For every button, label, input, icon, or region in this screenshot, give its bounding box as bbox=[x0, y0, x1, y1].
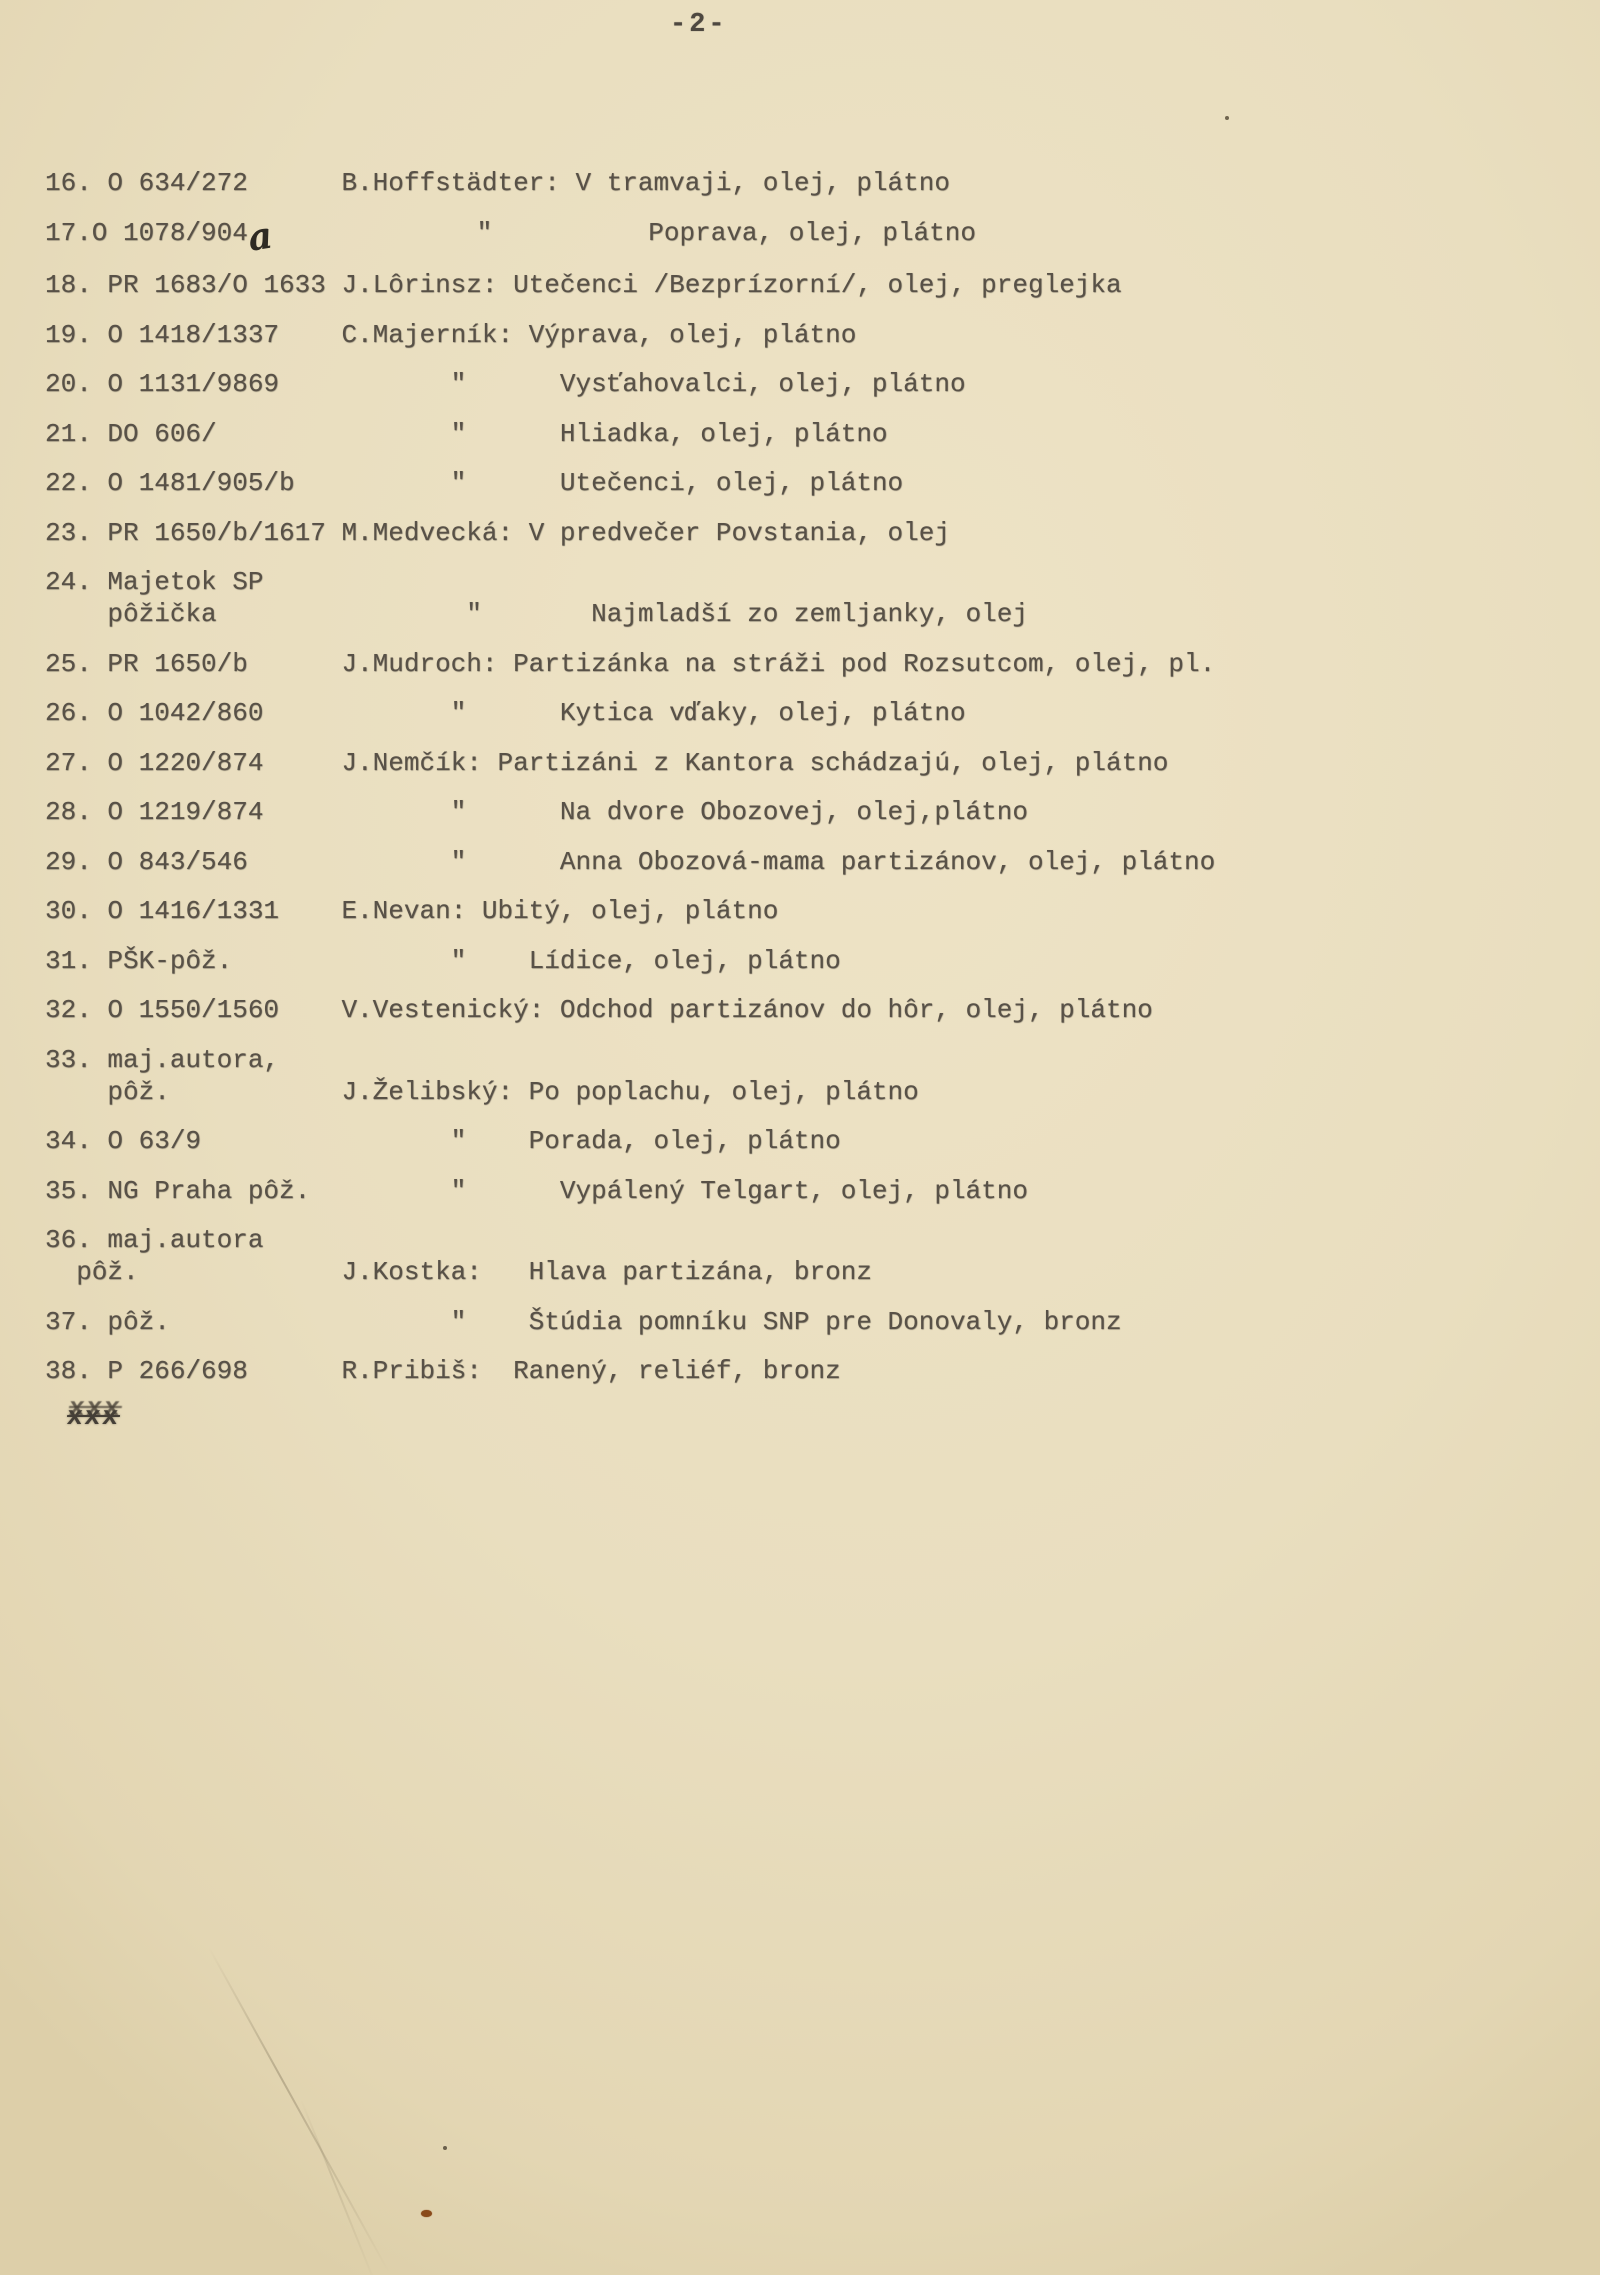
entry-line-23: 23. PR 1650/b/1617 M.Medvecká: V predvečer Povstania, olej bbox=[45, 517, 950, 548]
paper-crease bbox=[208, 1947, 390, 2273]
entry-line-29: 29. O 843/546 " Anna Obozová-mama partizánov, olej, plátno bbox=[45, 846, 1216, 877]
entry-line-35: 35. NG Praha pôž. " Vypálený Telgart, olej, plátno bbox=[45, 1175, 1028, 1206]
paper-crease bbox=[300, 2099, 377, 2275]
entry-line-36a: 36. maj.autora bbox=[45, 1225, 264, 1255]
entry-line-34: 34. O 63/9 " Porada, olej, plátno bbox=[45, 1126, 841, 1156]
entry-line-33b: pôž. J.Želibský: Po poplachu, olej, plátno bbox=[45, 1076, 919, 1107]
entry-line-27: 27. O 1220/874 J.Nemčík: Partizáni z Kantora schádzajú, olej, plátno bbox=[45, 747, 1169, 778]
entry-line-36b: pôž. J.Kostka: Hlava partizána, bronz bbox=[45, 1257, 872, 1287]
entry-line-19: 19. O 1418/1337 C.Majerník: Výprava, olej, plátno bbox=[45, 319, 857, 350]
entry-line-28: 28. O 1219/874 " Na dvore Obozovej, olej,plátno bbox=[45, 797, 1028, 827]
entry-line-37: 37. pôž. " Štúdia pomníku SNP pre Donovaly, bronz bbox=[45, 1306, 1122, 1337]
entry-line-38: 38. P 266/698 R.Pribiš: Ranený, reliéf, bronz bbox=[45, 1356, 841, 1386]
entry-line-21: 21. DO 606/ " Hliadka, olej, plátno bbox=[45, 418, 888, 449]
entry-line-31: 31. PŠK-pôž. " Lídice, olej, plátno bbox=[45, 945, 841, 976]
paper-speck bbox=[443, 2146, 447, 2150]
entry-line-18: 18. PR 1683/O 1633 J.Lôrinsz: Utečenci /Bezprízorní/, olej, preglejka bbox=[45, 270, 1122, 300]
entry-line-33a: 33. maj.autora, bbox=[45, 1044, 280, 1075]
entry-line-16: 16. O 634/272 B.Hoffstädter: V tramvaji, olej, plátno bbox=[45, 168, 950, 198]
paper-speck bbox=[421, 2210, 432, 2217]
entry-line-24a: 24. Majetok SP bbox=[45, 567, 264, 597]
entry-line-17-rest: " Poprava, olej, plátno bbox=[273, 217, 976, 248]
paper-speck bbox=[1225, 116, 1229, 120]
entry-line-22: 22. O 1481/905/b " Utečenci, olej, plátno bbox=[45, 468, 904, 498]
entry-line-20: 20. O 1131/9869 " Vysťahovalci, olej, plátno bbox=[45, 369, 966, 399]
entry-line-24b: pôžička " Najmladší zo zemljanky, olej bbox=[45, 599, 1028, 629]
struck-out-typo-mark: xxx bbox=[65, 1402, 122, 1432]
catalog-list bbox=[45, 168, 1575, 1432]
entry-line-17-typed: 17.O 1078/904 bbox=[45, 217, 248, 248]
page-number: -2- bbox=[670, 10, 728, 40]
entry-line-25: 25. PR 1650/b J.Mudroch: Partizánka na stráži pod Rozsutcom, olej, pl. bbox=[45, 648, 1216, 679]
entry-line-30: 30. O 1416/1331 E.Nevan: Ubitý, olej, plátno bbox=[45, 896, 779, 926]
entry-line-17 bbox=[45, 212, 1575, 260]
entry-line-32: 32. O 1550/1560 V.Vestenický: Odchod partizánov do hôr, olej, plátno bbox=[45, 995, 1153, 1025]
handwritten-letter-a: a bbox=[244, 212, 276, 260]
entry-line-26: 26. O 1042/860 " Kytica vďaky, olej, plátno bbox=[45, 698, 966, 728]
